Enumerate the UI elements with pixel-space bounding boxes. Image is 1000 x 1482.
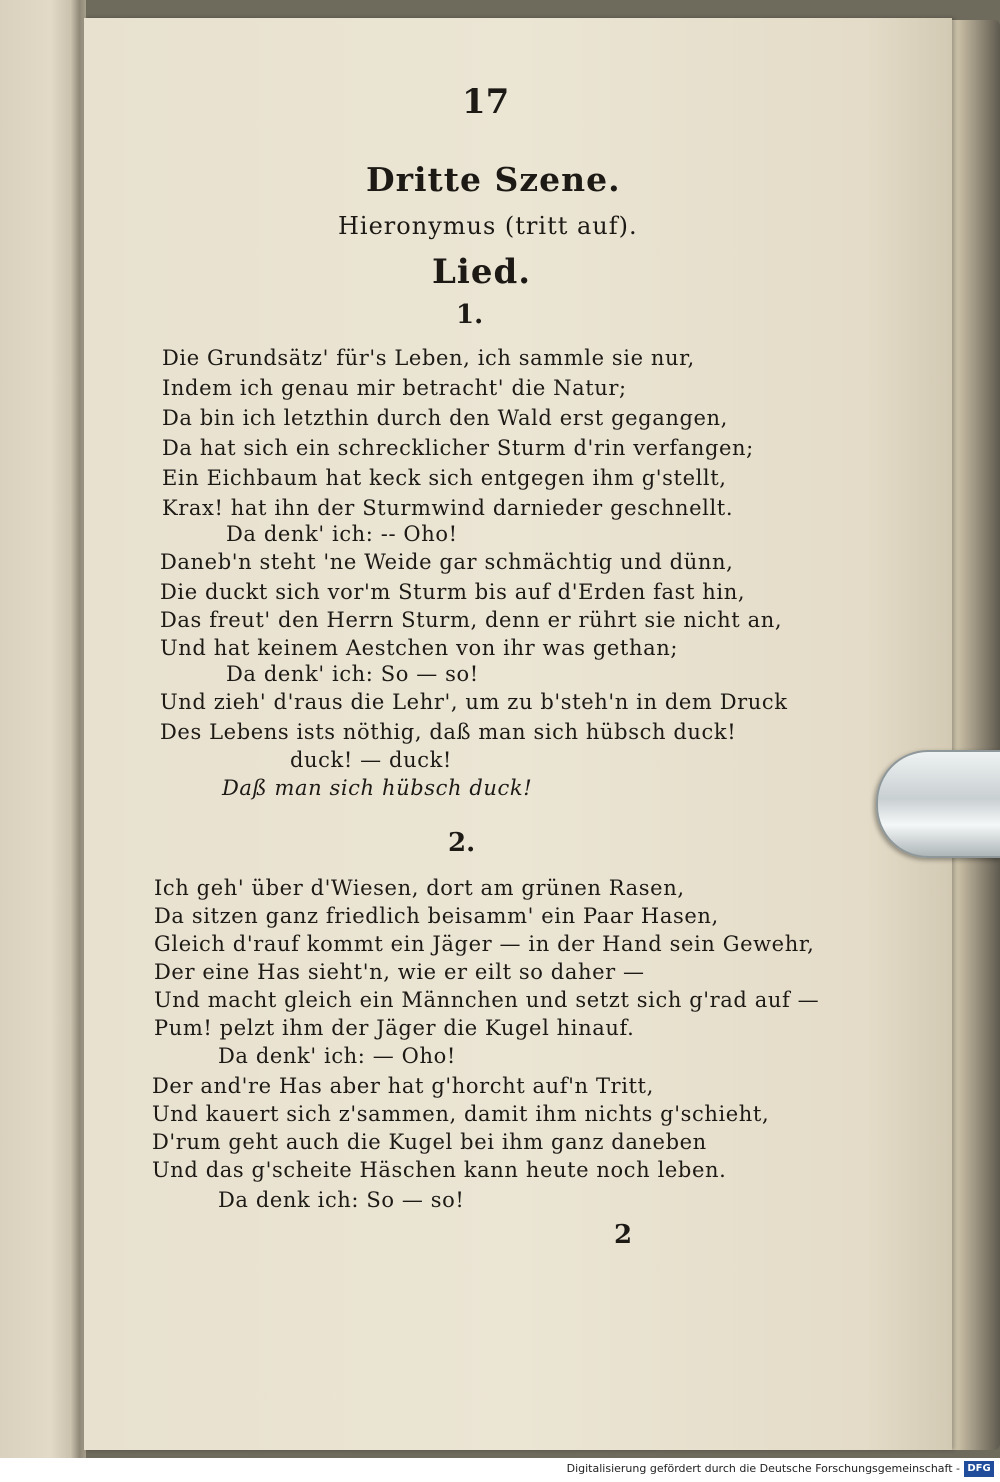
verse-line: Pum! pelzt ihm der Jäger die Kugel hinauf. bbox=[154, 1016, 635, 1040]
verse-line: Und zieh' d'raus die Lehr', um zu b'steh'n in dem Druck bbox=[160, 690, 788, 714]
verse-line: Da bin ich letzthin durch den Wald erst gegangen, bbox=[162, 406, 728, 430]
page-number: 17 bbox=[462, 82, 510, 122]
verse-line: Indem ich genau mir betracht' die Natur; bbox=[162, 376, 627, 400]
verse-line: Gleich d'rauf kommt ein Jäger — in der Hand sein Gewehr, bbox=[154, 932, 815, 956]
verse-line: Die Grundsätz' für's Leben, ich sammle sie nur, bbox=[162, 346, 695, 370]
stanza-number: 2. bbox=[448, 828, 476, 858]
page-holder-clip bbox=[876, 750, 1000, 858]
character-line: Hieronymus (tritt auf). bbox=[338, 212, 638, 240]
verse-line: Und macht gleich ein Männchen und setzt sich g'rad auf — bbox=[154, 988, 820, 1012]
signature-mark: 2 bbox=[614, 1220, 633, 1250]
funding-credit: Digitalisierung gefördert durch die Deutsche Forschungsgemeinschaft - bbox=[566, 1462, 960, 1475]
verse-line: Krax! hat ihn der Sturmwind darnieder geschnellt. bbox=[162, 496, 734, 520]
dfg-logo-icon[interactable]: DFG bbox=[964, 1461, 994, 1477]
verse-refrain: Daß man sich hübsch duck! bbox=[222, 776, 533, 800]
verse-line: Da sitzen ganz friedlich beisamm' ein Paar Hasen, bbox=[154, 904, 719, 928]
verse-line: Und kauert sich z'sammen, damit ihm nichts g'schieht, bbox=[152, 1102, 770, 1126]
verse-line: Daneb'n steht 'ne Weide gar schmächtig und dünn, bbox=[160, 550, 734, 574]
verse-line: Ich geh' über d'Wiesen, dort am grünen Rasen, bbox=[154, 876, 685, 900]
verse-line: Da hat sich ein schrecklicher Sturm d'rin verfangen; bbox=[162, 436, 754, 460]
song-title: Lied. bbox=[432, 252, 532, 292]
verse-line: Die duckt sich vor'm Sturm bis auf d'Erden fast hin, bbox=[160, 580, 746, 604]
footer-bar bbox=[0, 1458, 1000, 1482]
verse-line: Das freut' den Herrn Sturm, denn er rührt sie nicht an, bbox=[160, 608, 783, 632]
verse-refrain: Da denk' ich: — Oho! bbox=[218, 1044, 456, 1068]
scene-title: Dritte Szene. bbox=[366, 160, 621, 199]
stanza-number: 1. bbox=[456, 300, 484, 330]
verse-refrain: Da denk' ich: -- Oho! bbox=[226, 522, 458, 546]
verse-line: Und das g'scheite Häschen kann heute noch leben. bbox=[152, 1158, 727, 1182]
verse-refrain: Da denk' ich: So — so! bbox=[226, 662, 479, 686]
verse-line: Der and're Has aber hat g'horcht auf'n Tritt, bbox=[152, 1074, 654, 1098]
verse-refrain: duck! — duck! bbox=[290, 748, 452, 772]
verse-line: Und hat keinem Aestchen von ihr was gethan; bbox=[160, 636, 678, 660]
verse-line: Des Lebens ists nöthig, daß man sich hübsch duck! bbox=[160, 720, 737, 744]
verse-line: Ein Eichbaum hat keck sich entgegen ihm g'stellt, bbox=[162, 466, 727, 490]
verse-line: D'rum geht auch die Kugel bei ihm ganz daneben bbox=[152, 1130, 707, 1154]
verse-refrain: Da denk ich: So — so! bbox=[218, 1188, 465, 1212]
verse-line: Der eine Has sieht'n, wie er eilt so daher — bbox=[154, 960, 645, 984]
